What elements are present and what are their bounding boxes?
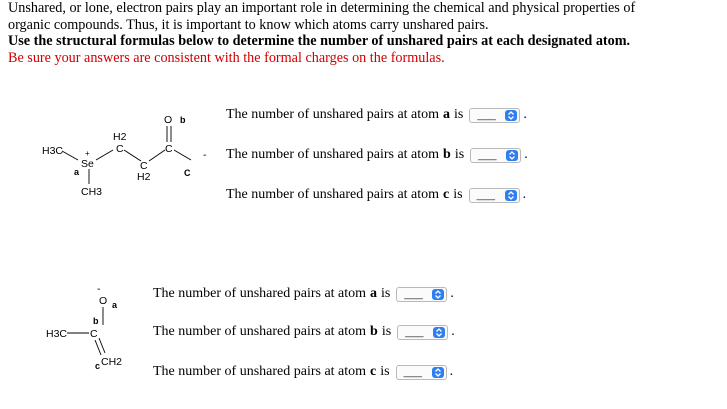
mol1-bond-c1-c2: [124, 150, 141, 161]
mol1-label-a: a: [74, 167, 80, 177]
question-text: The number of unshared pairs at atom: [226, 147, 440, 162]
question-suffix: is: [454, 147, 465, 162]
question-text: The number of unshared pairs at atom: [153, 286, 367, 301]
question-suffix: is: [380, 364, 390, 379]
mol1-bond-c2-c3: [149, 150, 165, 161]
period: .: [451, 324, 455, 339]
intro-line-2: organic compounds. Thus, it is important to know which atoms carry unshared pairs.: [8, 16, 489, 33]
mol1-o-label: O: [164, 114, 173, 126]
mol1-h2-top: H2: [113, 131, 127, 143]
mol2-c-label: C: [90, 328, 98, 340]
mol1-c-top: C: [116, 143, 124, 155]
mol1-se-label: Se: [81, 158, 94, 170]
instructions: [8, 0, 720, 66]
answer-select-2b[interactable]: [397, 325, 448, 340]
question-suffix: is: [381, 324, 392, 339]
question-1a: [226, 106, 527, 124]
question-suffix: is: [453, 187, 463, 202]
select-value: ___: [403, 365, 422, 378]
mol1-bond-se-c1: [96, 150, 113, 160]
mol1-ch3-label: CH3: [81, 186, 103, 198]
molecule-1-structure: [40, 108, 210, 203]
mol1-se-plus: +: [85, 149, 90, 158]
select-arrows-icon: [505, 110, 517, 121]
answer-select-2a[interactable]: [396, 287, 447, 302]
answer-select-1c[interactable]: [469, 188, 520, 203]
select-value: ___: [478, 148, 497, 161]
mol2-label-b: b: [93, 316, 99, 326]
question-text: The number of unshared pairs at atom: [226, 107, 440, 122]
answer-select-1b[interactable]: [470, 148, 521, 163]
atom-label: b: [443, 147, 451, 162]
atom-label: b: [370, 324, 378, 339]
mol2-double-bond-2: [99, 338, 105, 353]
mol1-c-mid: C: [140, 160, 148, 172]
select-value: ___: [477, 108, 496, 121]
select-arrows-icon: [432, 367, 444, 378]
question-1b: [226, 146, 528, 164]
answer-select-1a[interactable]: [469, 108, 520, 123]
select-value: ___: [405, 325, 424, 338]
select-arrows-icon: [506, 150, 518, 161]
mol2-o-label: O: [99, 295, 108, 307]
question-1c: [226, 186, 526, 204]
mol2-minus: -: [97, 283, 101, 295]
mol1-bond-c3-o: [174, 150, 191, 160]
mol1-h2-bottom: H2: [137, 171, 151, 183]
question-2a: [153, 285, 454, 303]
mol2-ch2-label: CH2: [101, 356, 123, 368]
mol2-h3c-label: H3C: [46, 328, 68, 340]
mol1-bond-h3c-se: [62, 151, 78, 160]
atom-label: c: [443, 187, 450, 202]
period: .: [524, 147, 528, 162]
mol1-h3c-label: H3C: [42, 145, 64, 157]
question-text: The number of unshared pairs at atom: [153, 324, 367, 339]
period: .: [523, 107, 527, 122]
atom-label: c: [370, 364, 377, 379]
question-2c: [153, 363, 453, 381]
mol2-double-bond-1: [95, 340, 101, 355]
mol2-label-a: a: [112, 300, 118, 310]
answer-select-2c[interactable]: [396, 365, 447, 380]
question-text: The number of unshared pairs at atom: [226, 187, 440, 202]
intro-line-1: Unshared, or lone, electron pairs play an important role in determining the chemical and physical properties of: [8, 0, 636, 16]
mol1-c-right: C: [165, 143, 173, 155]
select-value: ___: [476, 188, 495, 201]
period: .: [449, 364, 454, 379]
atom-label: a: [443, 107, 451, 122]
intro-line-4: Be sure your answers are consistent with the formal charges on the formulas.: [8, 49, 445, 66]
mol2-label-c: c: [95, 361, 101, 371]
select-value: ___: [404, 287, 423, 300]
question-text: The number of unshared pairs at atom: [153, 364, 367, 379]
select-arrows-icon: [432, 289, 444, 300]
period: .: [522, 187, 527, 202]
molecule-2-structure: [45, 280, 155, 375]
mol1-o-minus: -: [203, 149, 207, 161]
select-arrows-icon: [505, 190, 517, 201]
question-suffix: is: [381, 286, 391, 301]
question-2b: [153, 323, 455, 341]
mol1-label-b: b: [180, 115, 186, 125]
atom-label: a: [370, 286, 378, 301]
mol1-c-bottom: C: [184, 168, 191, 178]
period: .: [450, 286, 454, 301]
question-suffix: is: [454, 107, 464, 122]
intro-line-3: Use the structural formulas below to determine the number of unshared pairs at each designated atom.: [8, 33, 631, 50]
select-arrows-icon: [433, 327, 445, 338]
